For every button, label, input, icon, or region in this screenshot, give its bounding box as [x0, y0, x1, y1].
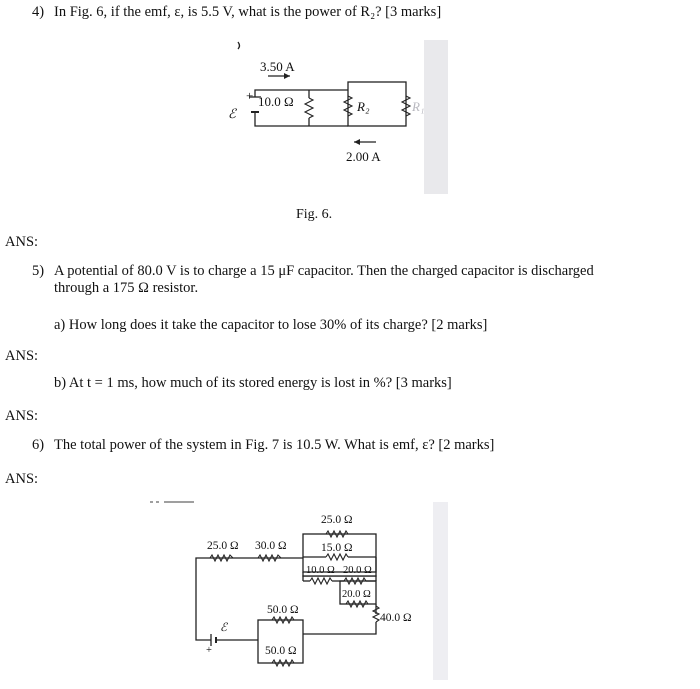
fig6-current-top: 3.50 A: [260, 59, 295, 74]
fig6-emf: ℰ: [228, 106, 236, 121]
q4-text: In Fig. 6, if the emf, ε, is 5.5 V, what is the power of R₂? [3 marks]: [54, 4, 442, 20]
ans-label-q5a: ANS:: [5, 348, 39, 364]
fig6-r2-label: R₂: [357, 99, 370, 114]
fig7-battery-plus: +: [206, 645, 212, 656]
fig7-r20a-label: 20.0 Ω: [343, 565, 372, 576]
fig7-shadow: [433, 502, 448, 680]
fig7-r50b-label: 50.0 Ω: [265, 645, 297, 657]
fig7-r25-top-label: 25.0 Ω: [321, 514, 353, 526]
fig7-r30-label: 30.0 Ω: [255, 540, 287, 552]
fig6-circuit: [224, 40, 450, 196]
q5-line1: A potential of 80.0 V is to charge a 15 μF capacitor. Then the charged capacitor is discharged: [54, 263, 594, 279]
fig7-r10-label: 10.0 Ω: [306, 565, 335, 576]
q5a-text: a) How long does it take the capacitor to lose 30% of its charge? [2 marks]: [54, 317, 488, 333]
fig7-r40-label: 40.0 Ω: [380, 612, 412, 624]
q6-text: The total power of the system in Fig. 7 is 10.5 W. What is emf, ε? [2 marks]: [54, 437, 495, 453]
fig7-emf-label: ℰ: [220, 622, 227, 634]
fig7-circuit: [148, 494, 450, 684]
q5b-text: b) At t = 1 ms, how much of its stored energy is lost in %? [3 marks]: [54, 375, 452, 391]
fig6-r1-label: R₁: [412, 99, 425, 114]
fig6-shadow: [424, 40, 448, 194]
q4-number: 4): [32, 4, 45, 20]
fig7-r50a-label: 50.0 Ω: [267, 604, 299, 616]
ans-label-q6: ANS:: [5, 471, 39, 487]
fig6-plus: +: [246, 88, 254, 103]
ans-label-q4: ANS:: [5, 234, 39, 250]
q5-line2: through a 175 Ω resistor.: [54, 280, 199, 296]
fig6-caption: Fig. 6.: [296, 207, 333, 222]
fig7-r25-left-label: 25.0 Ω: [207, 540, 239, 552]
fig6-current-bottom: 2.00 A: [346, 149, 381, 164]
fig7-r20b-label: 20.0 Ω: [342, 589, 371, 600]
fig7-r15-label: 15.0 Ω: [321, 542, 353, 554]
q5-number: 5): [32, 263, 45, 279]
fig6-resistor-label: 10.0 Ω: [258, 94, 294, 109]
ans-label-q5b: ANS:: [5, 408, 39, 424]
q6-number: 6): [32, 437, 45, 453]
